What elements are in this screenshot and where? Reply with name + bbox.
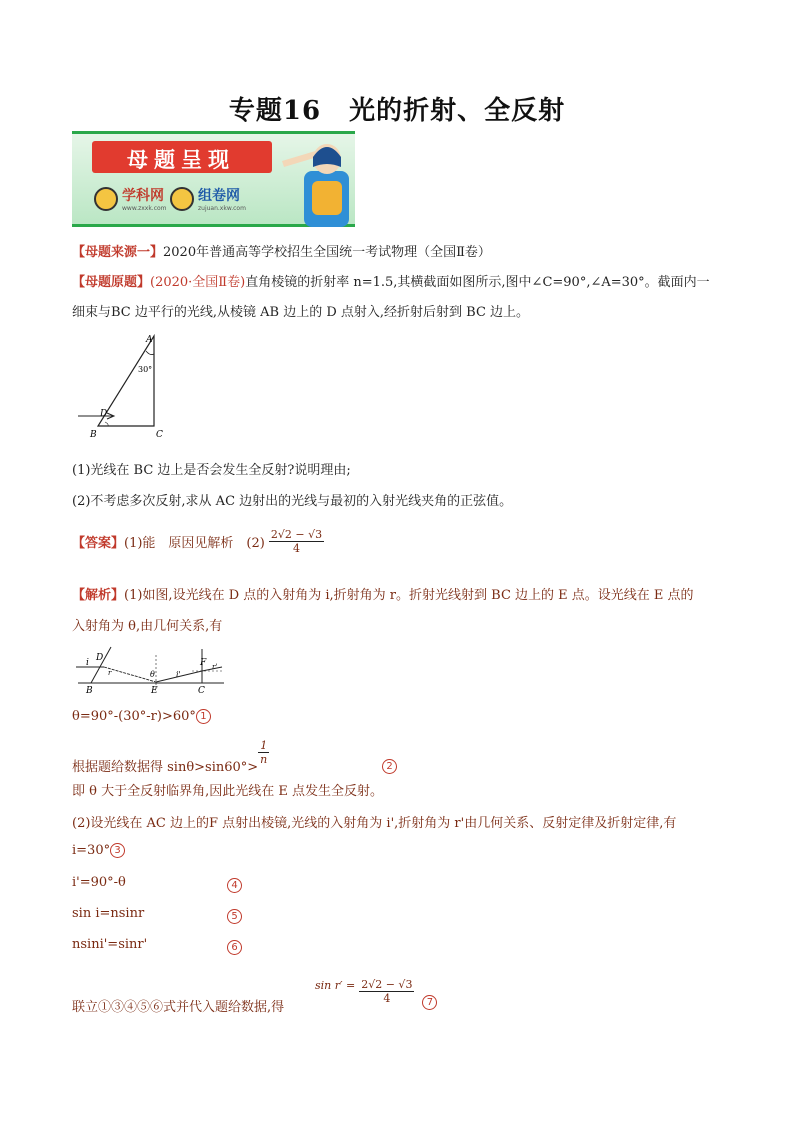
triangle-figure xyxy=(74,330,174,442)
label-B: B xyxy=(90,430,97,440)
ray-diagram-figure xyxy=(74,645,234,695)
equation-7: nsini'=sinr' xyxy=(72,937,148,952)
source-line xyxy=(72,241,491,260)
label-D: D xyxy=(100,409,108,419)
banner-heading: 母题呈现 xyxy=(127,148,235,172)
banner xyxy=(72,131,355,227)
equation-7-number xyxy=(227,937,242,956)
label-r: r xyxy=(108,669,112,677)
equation-6-number xyxy=(227,906,242,925)
answer-fraction: $\frac{2√2 - √3}{4}$ xyxy=(270,528,323,555)
equation-3: 即 θ 大于全反射临界角,因此光线在 E 点发生全反射。 xyxy=(72,784,383,799)
mascot-icon xyxy=(170,187,194,211)
logo-xuekewang xyxy=(94,185,167,212)
refracted-ray xyxy=(104,667,156,682)
circled-number-5: 5 xyxy=(227,909,242,924)
circled-number-1: 1 xyxy=(196,709,211,724)
problem-ref: (2020·全国Ⅱ卷) xyxy=(150,275,246,290)
equation-2-number xyxy=(382,756,397,775)
label-D: D xyxy=(96,653,104,663)
answer-line xyxy=(72,528,324,555)
label-i-prime: i' xyxy=(176,670,181,679)
logo-xuekewang-text: 学科网 xyxy=(122,188,164,204)
question-1: (1)光线在 BC 边上是否会发生全反射?说明理由; xyxy=(72,463,351,478)
label-i: i xyxy=(86,658,89,668)
answer-tag: 【答案】 xyxy=(72,536,125,551)
mascot-icon xyxy=(94,187,118,211)
problem-line-2: 细束与BC 边平行的光线,从棱镜 AB 边上的 D 点射入,经折射后射到 BC 边上。 xyxy=(72,305,530,320)
circled-number-3: 3 xyxy=(110,843,125,858)
equation-6: sin i=nsinr xyxy=(72,906,145,921)
equation-2: 根据题给数据得 sinθ>sin60°> $\frac{1}{n}$ xyxy=(72,739,268,775)
analysis-tag: 【解析】 xyxy=(72,588,125,603)
circled-number-6: 6 xyxy=(227,940,242,955)
label-C: C xyxy=(156,430,163,440)
logo-zujuanwang-text: 组卷网 xyxy=(198,188,240,204)
final-formula: sin r′ = $\frac{2√2 - √3}{4}$ 7 xyxy=(315,973,437,1010)
problem-line-1: 【母题原题】(2020·全国Ⅱ卷)直角棱镜的折射率 n=1.5,其横截面如图所示,图中∠C=90°,∠A=30°。截面内一 xyxy=(72,275,710,290)
problem-tag: 【母题原题】 xyxy=(72,275,151,290)
label-C: C xyxy=(198,686,205,695)
label-E: E xyxy=(151,686,158,695)
equation-5-number xyxy=(227,875,242,894)
logo-xuekewang-url: www.zxxk.com xyxy=(122,205,167,212)
final-text: 联立①③④⑤⑥式并代入题给数据,得 xyxy=(72,1000,285,1015)
circled-number-2: 2 xyxy=(382,759,397,774)
title-topic-number: 专题16 xyxy=(228,96,322,126)
label-B: B xyxy=(86,686,93,695)
equation-1: θ=90°-(30°-r)>60° 1 xyxy=(72,709,211,724)
label-r-prime: r' xyxy=(212,663,218,671)
page-title xyxy=(0,90,794,127)
label-F: F xyxy=(200,658,207,668)
label-A: A xyxy=(146,335,153,345)
source-text: 2020年普通高等学校招生全国统一考试物理（全国Ⅱ卷） xyxy=(163,245,491,260)
question-2: (2)不考虑多次反射,求从 AC 边射出的光线与最初的入射光线夹角的正弦值。 xyxy=(72,494,513,509)
logo-zujuanwang-url: zujuan.xkw.com xyxy=(198,205,246,212)
circled-number-7: 7 xyxy=(422,995,437,1010)
analysis-line-1: 【解析】(1)如图,设光线在 D 点的入射角为 i,折射角为 r。折射光线射到 BC 边上的 E 点。设光线在 E 点的 xyxy=(72,588,694,603)
circled-number-4: 4 xyxy=(227,878,242,893)
analysis-line-2: 入射角为 θ,由几何关系,有 xyxy=(72,619,223,634)
answer-text: (1)能 原因见解析 (2) xyxy=(124,536,265,551)
label-30deg: 30° xyxy=(138,365,153,374)
label-theta: θ xyxy=(150,670,155,679)
one-over-n-fraction: $\frac{1}{n}$ xyxy=(260,739,268,766)
analysis-part2-line: (2)设光线在 AC 边上的F 点射出棱镜,光线的入射角为 i',折射角为 r'由几何关系、反射定律及折射定律,有 xyxy=(72,816,677,831)
equation-4: i=30° 3 xyxy=(72,843,125,858)
equation-5: i'=90°-θ xyxy=(72,875,126,890)
source-tag: 【母题来源一】 xyxy=(72,245,164,260)
title-topic-name: 光的折射、全反射 xyxy=(349,96,566,126)
logo-zujuanwang xyxy=(170,185,246,212)
angle-arc xyxy=(146,351,154,355)
